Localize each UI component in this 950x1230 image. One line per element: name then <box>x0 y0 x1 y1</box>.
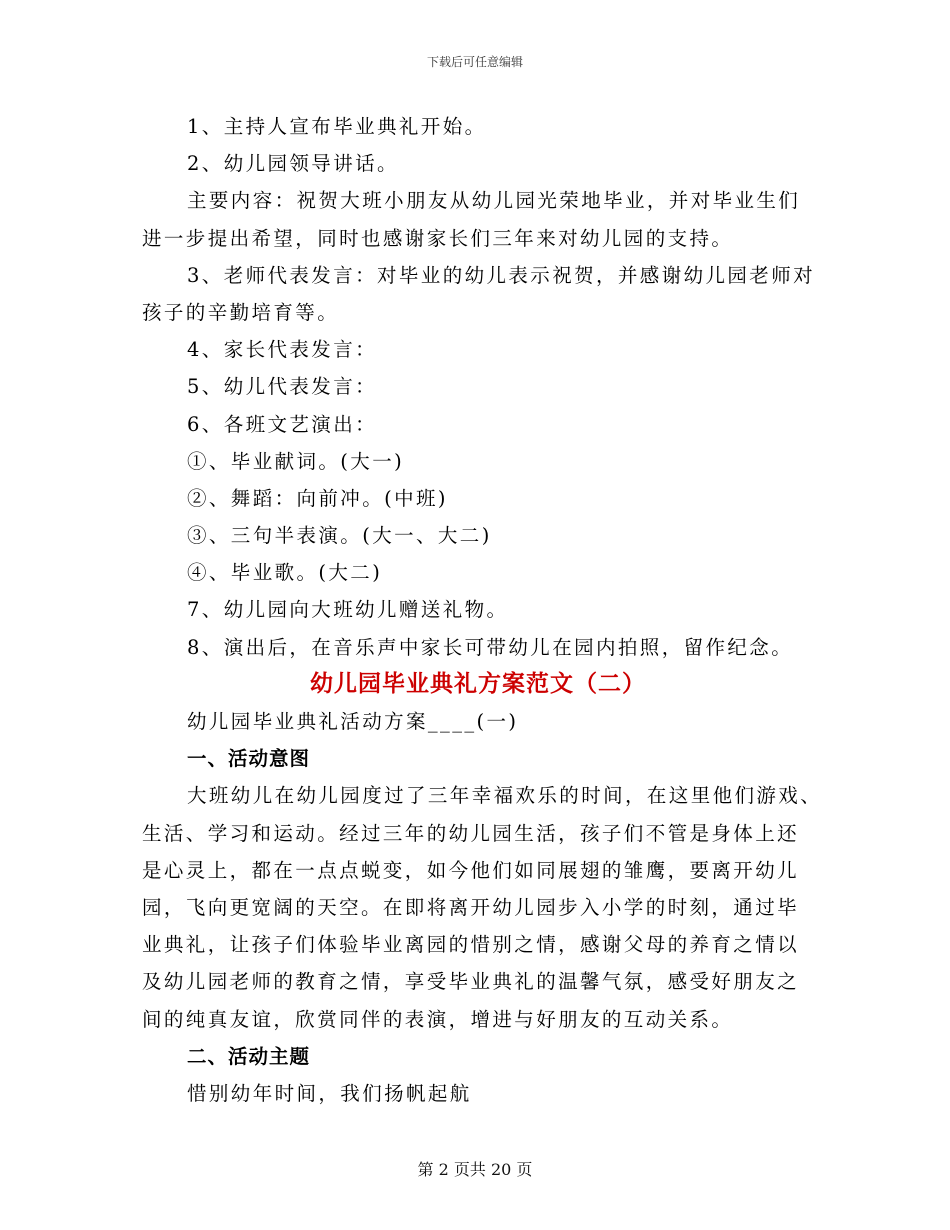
page-footer: 第 2 页共 20 页 <box>417 1160 533 1179</box>
paragraph-line: 7、幼儿园向大班幼儿赠送礼物。 <box>187 598 509 622</box>
paragraph-line: 4、家长代表发言： <box>187 338 378 362</box>
heading-activity-intent: 一、活动意图 <box>187 747 311 771</box>
paragraph-line: 3、老师代表发言：对毕业的幼儿表示祝贺，并感谢幼儿园老师对 <box>187 263 816 287</box>
paragraph-line: 6、各班文艺演出： <box>187 412 378 436</box>
section-title: 幼儿园毕业典礼方案范文（二） <box>310 670 646 697</box>
paragraph-line: 惜别幼年时间，我们扬帆起航 <box>187 1081 472 1105</box>
paragraph-line: 业典礼，让孩子们体验毕业离园的惜别之情，感谢父母的养育之情以 <box>142 933 800 957</box>
paragraph-line: 主要内容：祝贺大班小朋友从幼儿园光荣地毕业，并对毕业生们 <box>187 189 801 213</box>
paragraph-line: ④、毕业歌。(大二) <box>187 561 383 585</box>
page-header: 下载后可任意编辑 <box>426 55 523 69</box>
heading-activity-theme: 二、活动主题 <box>187 1044 311 1068</box>
paragraph-line: ③、三句半表演。(大一、大二) <box>187 524 492 548</box>
paragraph-line: 间的纯真友谊，欣赏同伴的表演，增进与好朋友的互动关系。 <box>142 1007 734 1031</box>
paragraph-line: ②、舞蹈：向前冲。(中班) <box>187 486 448 510</box>
document-body <box>142 108 823 1112</box>
paragraph-line: 生活、学习和运动。经过三年的幼儿园生活，孩子们不管是身体上还 <box>142 821 800 845</box>
paragraph-line: ①、毕业献词。(大一) <box>187 449 405 473</box>
paragraph-line: 是心灵上，都在一点点蜕变，如今他们如同展翅的雏鹰，要离开幼儿 <box>142 858 800 882</box>
paragraph-line: 孩子的辛勤培育等。 <box>142 300 340 324</box>
paragraph-line: 8、演出后，在音乐声中家长可带幼儿在园内拍照，留作纪念。 <box>187 635 794 659</box>
paragraph-line: 园，飞向更宽阔的天空。在即将离开幼儿园步入小学的时刻，通过毕 <box>142 895 800 919</box>
paragraph-line: 1、主持人宣布毕业典礼开始。 <box>187 115 487 138</box>
paragraph-line: 5、幼儿代表发言： <box>187 375 378 399</box>
paragraph-line: 幼儿园毕业典礼活动方案____(一) <box>187 710 519 733</box>
paragraph-line: 大班幼儿在幼儿园度过了三年幸福欢乐的时间，在这里他们游戏、 <box>187 784 823 808</box>
paragraph-line: 2、幼儿园领导讲话。 <box>187 152 399 176</box>
paragraph-line: 及幼儿园老师的教育之情，享受毕业典礼的温馨气氛，感受好朋友之 <box>142 970 800 994</box>
paragraph-line: 进一步提出希望，同时也感谢家长们三年来对幼儿园的支持。 <box>142 226 734 250</box>
